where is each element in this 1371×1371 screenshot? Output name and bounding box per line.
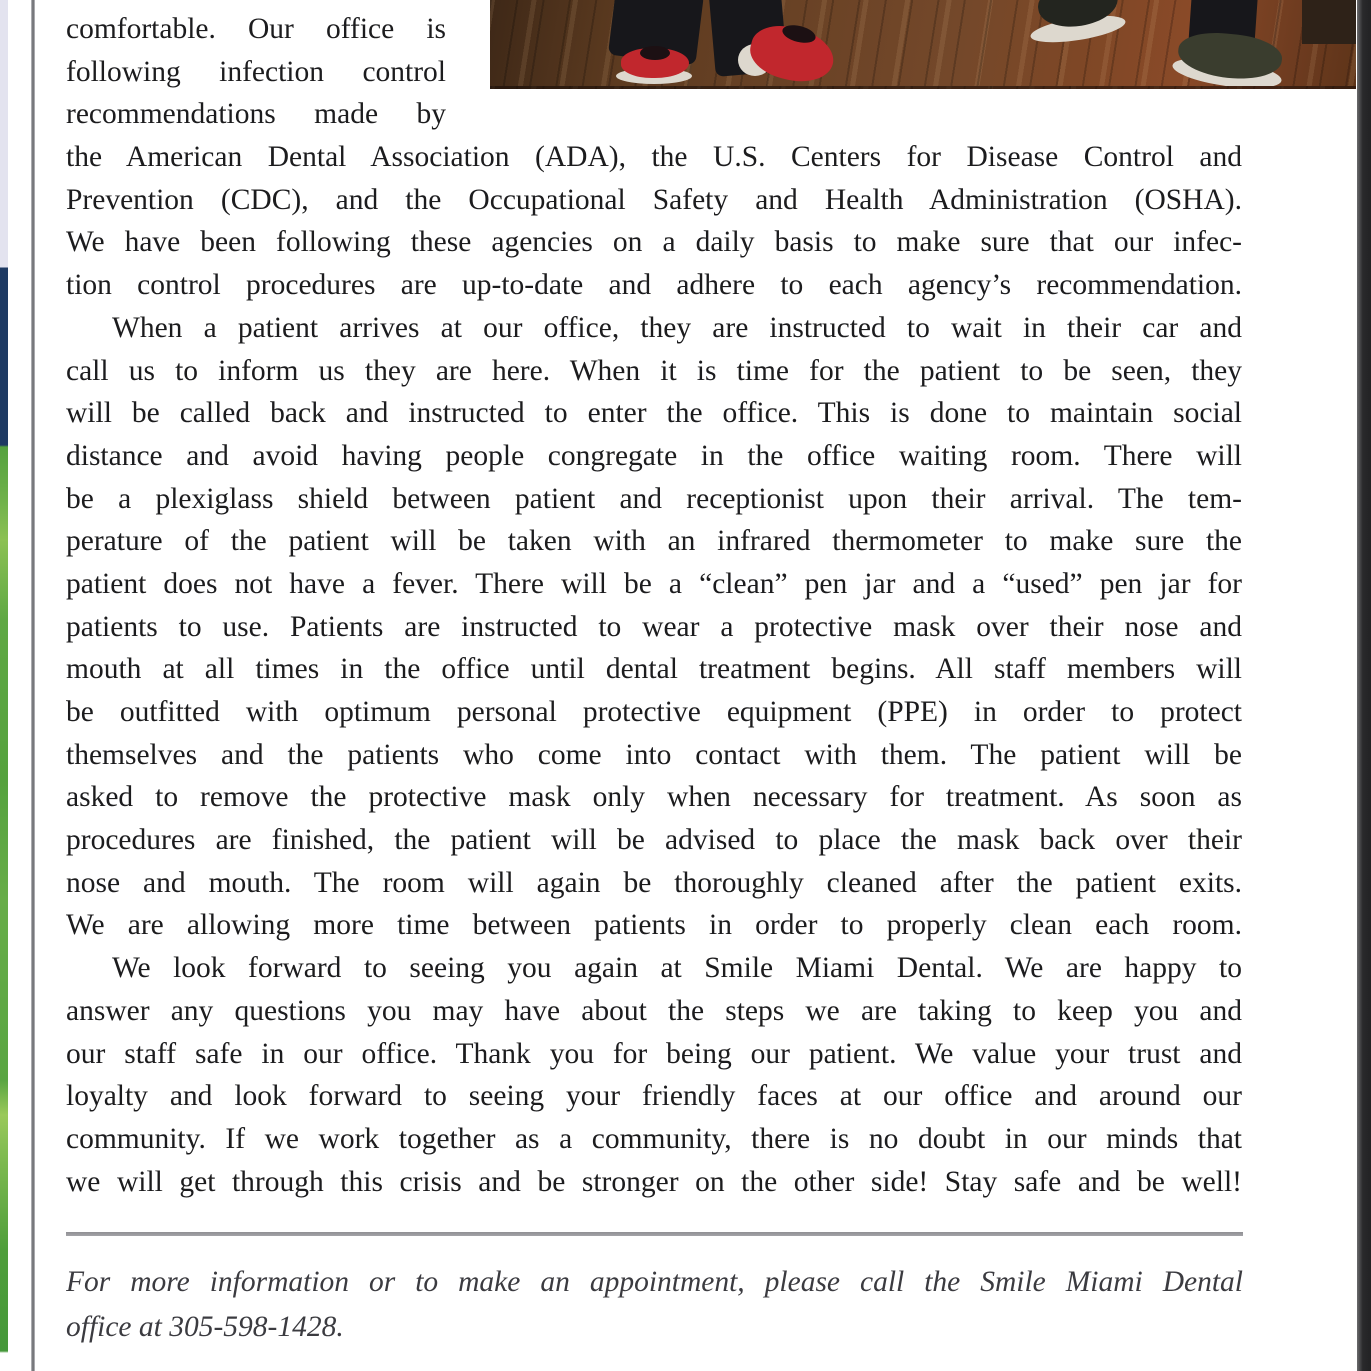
footer-line: For more information or to make an appointment, please call the Smile Miami Dental [66, 1266, 1243, 1298]
paragraph-2 [66, 307, 1242, 947]
article-line: answer any questions you may have about the steps we are taking to keep you and [66, 994, 1242, 1027]
article-line: we will get through this crisis and be stronger on the other side! Stay safe and be well! [66, 1165, 1242, 1198]
article-line: loyalty and look forward to seeing your friendly faces at our office and around our [66, 1080, 1242, 1113]
article-line: the American Dental Association (ADA), the U.S. Centers for Disease Control and [66, 141, 1242, 174]
article-line: community. If we work together as a community, there is no doubt in our minds that [66, 1122, 1242, 1155]
article-line: be outfitted with optimum personal protective equipment (PPE) in order to protect [66, 696, 1242, 728]
vertical-divider-line [31, 0, 35, 1371]
article-line: will be called back and instructed to enter the office. This is done to maintain social [66, 397, 1242, 430]
article-line: asked to remove the protective mask only when necessary for treatment. As soon as [66, 781, 1242, 814]
article-line: When a patient arrives at our office, they are instructed to wait in their car and [112, 311, 1242, 344]
paragraph-1 [66, 8, 1242, 307]
article-line: tion control procedures are up-to-date and adhere to each agency’s recommendation. [66, 269, 1242, 302]
article-line: We look forward to seeing you again at Smile Miami Dental. We are happy to [112, 952, 1242, 985]
article-line: recommendations made by [66, 98, 446, 131]
article-line: be a plexiglass shield between patient and receptionist upon their arrival. The tem- [66, 482, 1242, 515]
article-line: Prevention (CDC), and the Occupational Safety and Health Administration (OSHA). [66, 183, 1242, 216]
footer-divider-rule [66, 1232, 1243, 1236]
footer-line-phone: office at 305-598-1428. [66, 1311, 344, 1343]
article-line: patients to use. Patients are instructed to wear a protective mask over their nose and [66, 610, 1242, 643]
article-line: mouth at all times in the office until dental treatment begins. All staff members will [66, 653, 1242, 686]
article-line: patient does not have a fever. There will be a “clean” pen jar and a “used” pen jar for [66, 567, 1242, 600]
article-line: comfortable. Our office is [66, 13, 446, 45]
article-line: following infection control [66, 55, 446, 88]
article-line: perature of the patient will be taken with an infrared thermometer to make sure the [66, 525, 1242, 558]
article-line: procedures are finished, the patient will be advised to place the mask back over their [66, 824, 1242, 857]
article-body [66, 8, 1242, 1203]
article-line: distance and avoid having people congregate in the office waiting room. There will [66, 439, 1242, 472]
left-color-strip [0, 0, 8, 1371]
article-line: call us to inform us they are here. When it is time for the patient to be seen, they [66, 354, 1242, 387]
article-line: our staff safe in our office. Thank you for being our patient. We value your trust and [66, 1037, 1242, 1070]
paragraph-3 [66, 947, 1242, 1203]
article-line: We have been following these agencies on a daily basis to make sure that our infec- [66, 226, 1242, 259]
footer-note [66, 1260, 1243, 1350]
article-line: themselves and the patients who come into contact with them. The patient will be [66, 738, 1242, 771]
right-edge-bar [1357, 0, 1371, 1371]
dark-object-corner [1302, 0, 1356, 44]
article-line: We are allowing more time between patients in order to properly clean each room. [66, 909, 1242, 942]
article-line: nose and mouth. The room will again be thoroughly cleaned after the patient exits. [66, 866, 1242, 899]
